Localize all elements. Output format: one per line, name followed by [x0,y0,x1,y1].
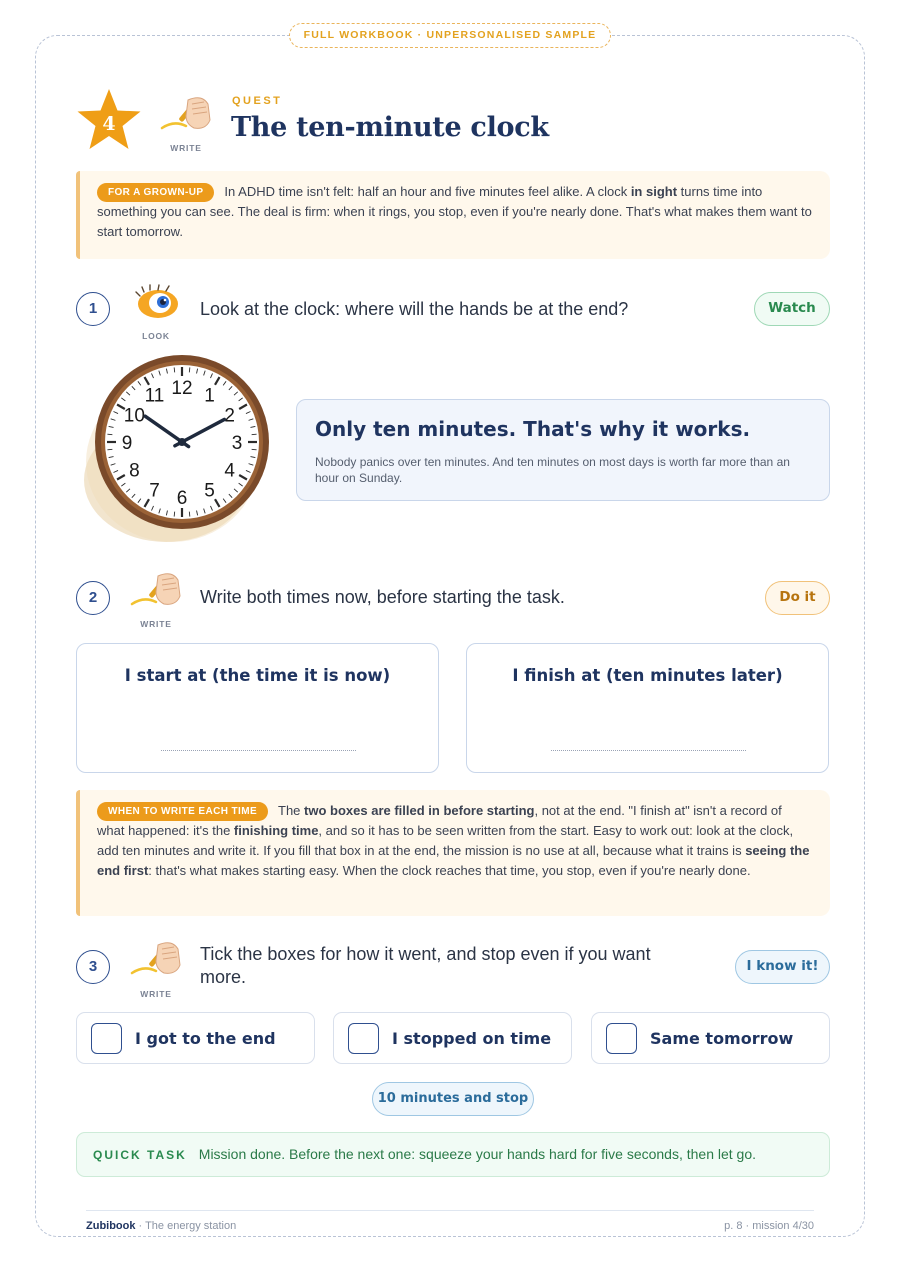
clock-number: 9 [121,433,133,454]
clock-tick [189,367,190,372]
clock-tick [189,512,190,517]
footer-page: p. 8 · mission 4/30 [724,1220,814,1232]
checkbox[interactable] [606,1023,637,1054]
checkbox[interactable] [91,1023,122,1054]
note-text: turns time into something you can see. The deal is firm: when it rings, you stop, even if you're nearly done. That's what makes them want to start tomorrow. [97,184,812,239]
do-it-button[interactable]: Do it [765,581,830,615]
quick-task-text: Mission done. Before the next one: squeeze your hands hard for five seconds, then let go. [198,1146,757,1162]
quick-task-box [76,1132,830,1177]
note-bold: seeing the end first [97,843,810,878]
note-bold: finishing time [233,823,319,838]
check-label: I stopped on time [392,1029,552,1048]
grownup-note [76,171,830,259]
callout-box [296,399,830,501]
note-text: , and so it has to be seen written from the start. Easy to work out: look at the clock, add ten minutes and write it. If you fill that box in at the end, the mission is no use at all, because what it trains is [97,823,794,858]
timer-pill: 10 minutes and stop [372,1082,534,1116]
step-instruction: Write both times now, before starting the task. [200,587,565,607]
clock-number: 3 [231,433,243,454]
callout-body: Nobody panics over ten minutes. And ten minutes on most days is worth far more than an hour on Sunday. [315,455,790,485]
mission-number: 4 [102,113,116,135]
clock-number: 8 [129,460,140,482]
finish-time-label: I finish at (ten minutes later) [512,666,783,685]
icon-caption: WRITE [140,989,172,999]
note-text: , not at the end. "I finish at" isn't a record of what happened: it's the [97,803,782,838]
writing-hand-icon [156,90,216,150]
step-number-3: 3 [76,950,110,984]
note-text: : that's what makes starting easy. When the clock reaches that time, you stop, even if you're nearly done. [148,863,751,878]
step-number-2: 2 [76,581,110,615]
writing-hand-icon [126,937,186,997]
clock-number: 12 [171,378,193,399]
when-to-write-note [76,790,830,916]
check-label: Same tomorrow [650,1029,794,1048]
clock-tick [107,434,112,435]
clock-tick [107,449,112,450]
clock-number: 4 [224,460,235,482]
brand-name: Zubibook [86,1220,136,1232]
note-tag: WHEN TO WRITE EACH TIME [97,802,268,821]
write-line[interactable] [551,750,746,751]
step-instruction: Tick the boxes for how it went, and stop even if you want more. [200,944,651,987]
mission-star-badge [76,88,142,152]
watch-button[interactable]: Watch [754,292,830,326]
icon-caption: WRITE [170,143,202,153]
icon-caption: LOOK [142,331,170,341]
icon-caption: WRITE [140,619,172,629]
check-label: I got to the end [135,1029,276,1048]
callout-title: Only ten minutes. That's why it works. [315,417,751,441]
clock-number: 7 [149,480,160,502]
finish-time-box[interactable] [466,643,829,773]
clock-number: 10 [123,405,145,427]
clock-tick [174,367,175,372]
note-text: The [278,803,305,818]
wall-clock [76,350,276,546]
start-time-box[interactable] [76,643,439,773]
note-bold: two boxes are filled in before starting [304,803,535,818]
checkbox[interactable] [348,1023,379,1054]
clock-tick [252,449,257,450]
clock-number: 2 [224,405,235,427]
i-know-it-button[interactable]: I know it! [735,950,830,984]
clock-number: 1 [204,385,215,407]
book-title: · The energy station [135,1220,237,1232]
footer-brand [86,1220,236,1232]
sample-banner: FULL WORKBOOK · UNPERSONALISED SAMPLE [289,23,611,48]
note-text: In ADHD time isn't felt: half an hour and five minutes feel alike. A clock [224,184,631,199]
write-line[interactable] [161,750,356,751]
page-title: The ten-minute clock [231,112,549,143]
quick-task-tag: QUICK TASK [93,1148,187,1162]
note-bold: in sight [630,184,678,199]
check-item-on-time[interactable] [333,1012,572,1064]
clock-number: 11 [144,385,165,407]
check-item-tomorrow[interactable] [591,1012,830,1064]
check-item-end[interactable] [76,1012,315,1064]
clock-number: 5 [204,480,215,502]
section-eyebrow: QUEST [232,95,283,107]
step-instruction: Look at the clock: where will the hands be at the end? [200,299,629,319]
clock-number: 6 [176,488,188,509]
note-tag: FOR A GROWN-UP [97,183,214,202]
footer-divider [86,1210,814,1211]
clock-tick [174,512,175,517]
start-time-label: I start at (the time it is now) [124,666,391,685]
step-number-1: 1 [76,292,110,326]
clock-tick [252,434,257,435]
